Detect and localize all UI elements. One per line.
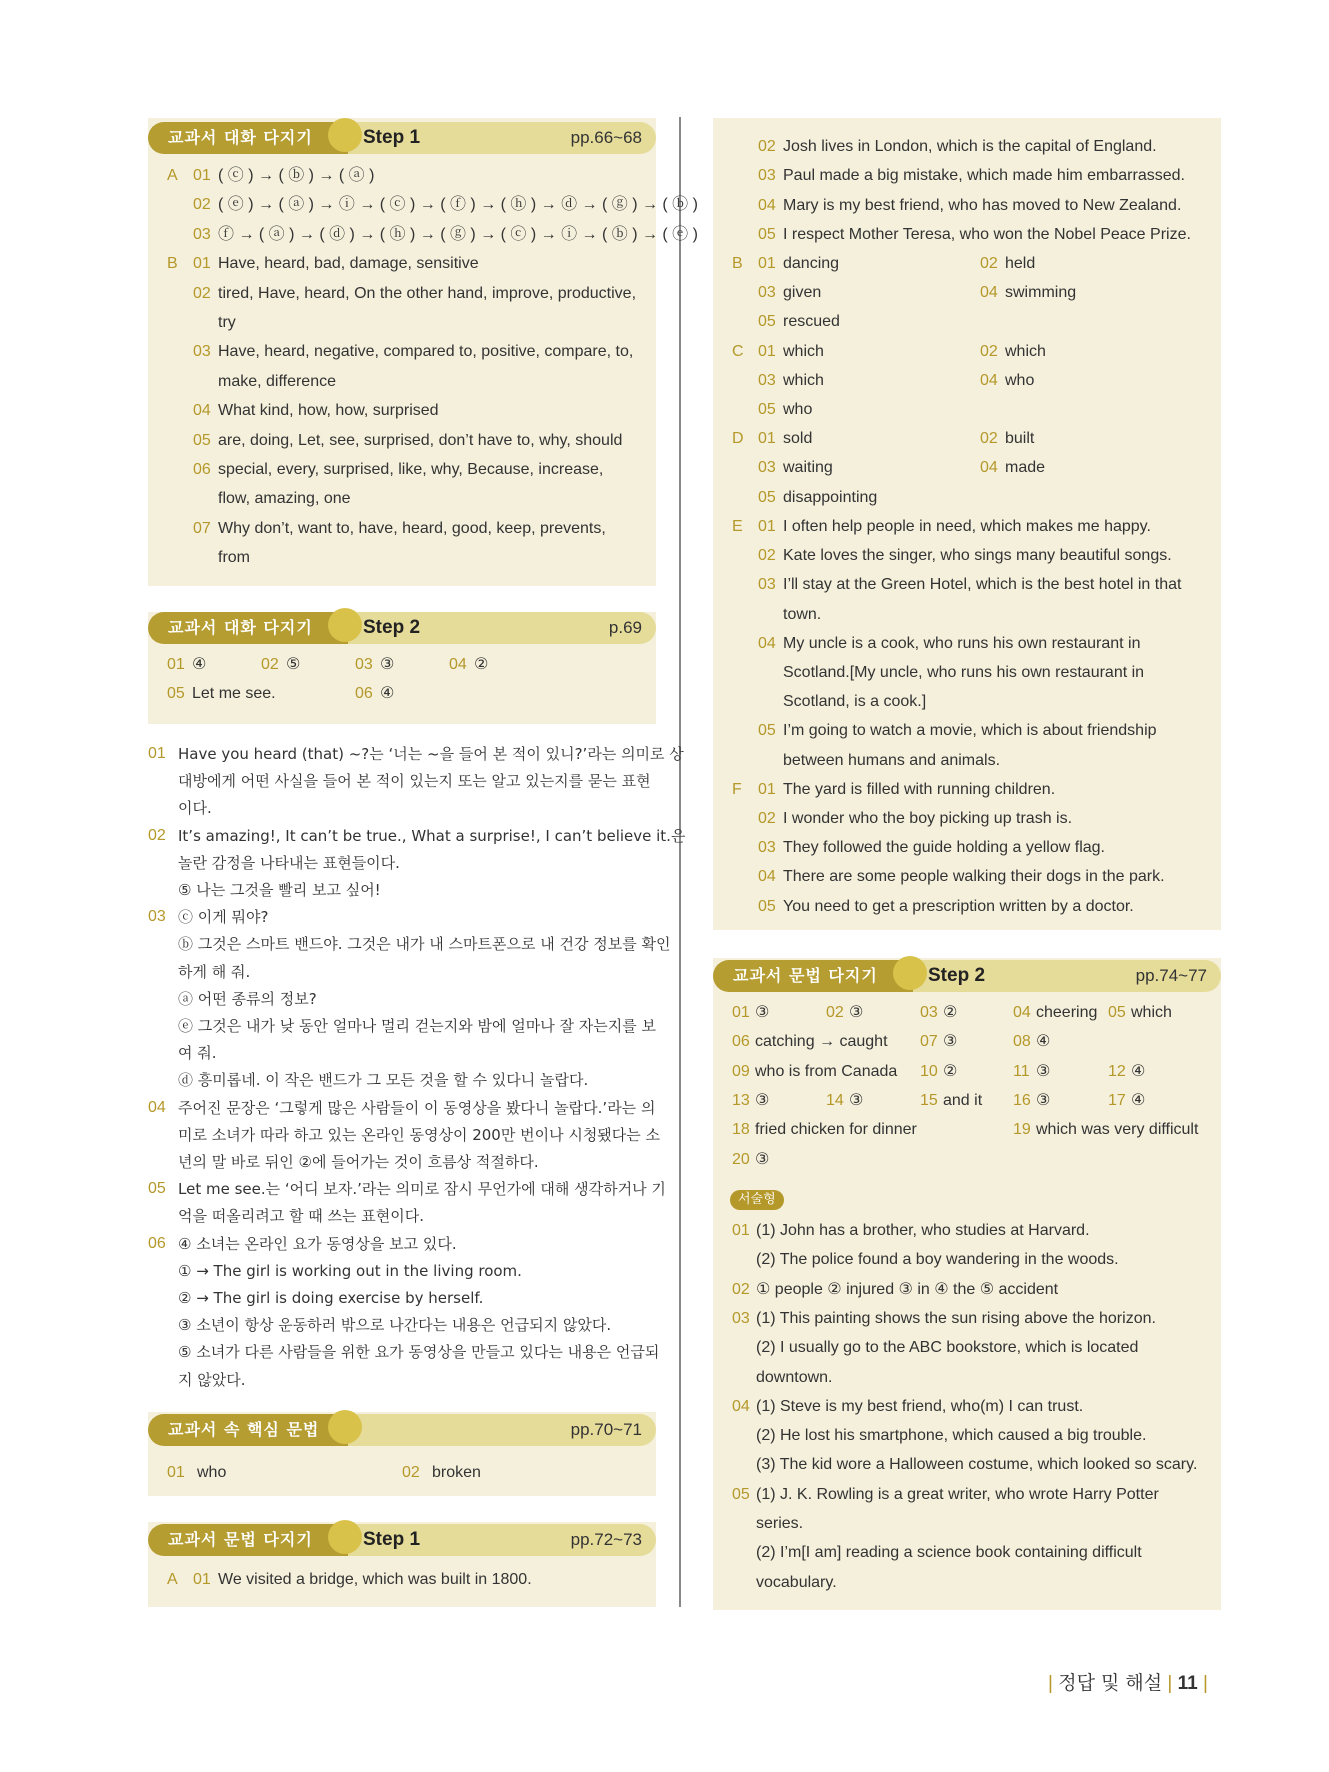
item-text: make, difference [218, 372, 336, 390]
item-number: 01 [758, 518, 776, 535]
item-text: ③ [755, 1004, 770, 1021]
divider [679, 117, 681, 1607]
header-knob [328, 1520, 362, 1554]
item-number: 03 [758, 167, 776, 185]
item-text: cheering [1036, 1004, 1098, 1021]
section-letter: B [167, 255, 178, 273]
header-pages: pp.66~68 [570, 128, 642, 147]
item-number: 03 [758, 839, 776, 857]
item-text: swimming [1005, 284, 1077, 302]
section-header [148, 1524, 656, 1560]
section-letter: D [732, 430, 744, 448]
item-text: ④ [1131, 1062, 1146, 1080]
item-text: Josh lives in London, which is the capital of England. [783, 138, 1157, 155]
item-number: 03 [920, 1004, 938, 1021]
item-text: waiting [783, 459, 833, 477]
item-text: vocabulary. [756, 1573, 837, 1591]
item-text: which [1005, 342, 1046, 360]
header-step: Step 2 [363, 617, 421, 638]
item-number: 18 [732, 1121, 750, 1139]
item-text: Let me see. [192, 685, 276, 702]
item-text: ④ [380, 685, 395, 702]
item-text: Mary is my best friend, who has moved to New Zealand. [783, 196, 1182, 214]
item-text: It’s amazing!, It can’t be true., What a surprise!, I can’t believe it.은 [178, 826, 686, 845]
item-text: There are some people walking their dogs in the park. [783, 868, 1165, 886]
item-number: 04 [980, 459, 998, 477]
header-step: Step 1 [363, 127, 421, 148]
item-number: 02 [826, 1004, 844, 1021]
item-text: special, every, surprised, like, why, Because, increase, [218, 461, 604, 478]
item-number: 04 [732, 1397, 750, 1415]
item-number: 02 [980, 430, 998, 448]
item-text: held [1005, 255, 1036, 272]
item-text: ④ 소녀는 온라인 요가 동영상을 보고 있다. [178, 1234, 457, 1253]
item-text: between humans and animals. [783, 751, 1001, 769]
item-number: 16 [1013, 1091, 1031, 1109]
item-text: ③ [1036, 1062, 1051, 1080]
item-number: 03 [355, 656, 373, 673]
item-text: ③ [380, 656, 395, 673]
item-text: 여 줘. [178, 1044, 217, 1063]
item-number: 02 [402, 1464, 420, 1481]
item-number: 03 [148, 908, 166, 926]
header-knob [328, 608, 362, 642]
item-number: 09 [732, 1062, 750, 1080]
item-text: broken [432, 1464, 481, 1481]
header-knob [328, 118, 362, 152]
page-number: 11 [1177, 1673, 1198, 1694]
item-text: ⑤ [286, 656, 301, 673]
item-text: 년의 말 바로 뒤인 ②에 들어가는 것이 흐름상 적절하다. [178, 1153, 539, 1171]
item-text: Let me see.는 ‘어디 보자.’라는 의미로 잠시 무언가에 대해 생각하거나 기 [178, 1180, 666, 1199]
item-number: 01 [732, 1222, 750, 1239]
item-text: I’m going to watch a movie, which is about friendship [783, 722, 1157, 740]
item-text: I’ll stay at the Green Hotel, which is the best hotel in that [783, 576, 1182, 594]
item-number: 08 [1013, 1033, 1031, 1051]
item-number: 03 [758, 284, 776, 302]
item-text: ④ [1131, 1091, 1146, 1109]
item-text: ① people ② injured ③ in ④ the ⑤ accident [756, 1280, 1059, 1298]
item-number: 17 [1108, 1091, 1126, 1109]
header-tag: 교과서 대화 다지기 [148, 612, 348, 644]
item-number: 04 [193, 402, 211, 420]
item-number: 15 [920, 1091, 938, 1109]
item-number: 05 [758, 401, 776, 418]
item-number: 02 [758, 138, 776, 155]
item-text: (1) Steve is my best friend, who(m) I can trust. [756, 1397, 1084, 1415]
item-text: sold [783, 430, 813, 448]
item-text: We visited a bridge, which was built in 1800. [218, 1571, 532, 1588]
item-text: Scotland, is a cook.] [783, 693, 927, 711]
item-text: ⓓ 흥미롭네. 이 작은 밴드가 그 모든 것을 할 수 있다니 놀랍다. [178, 1071, 589, 1090]
item-text: who [783, 401, 813, 418]
section-letter: B [732, 255, 743, 272]
item-text: ⓑ 그것은 스마트 밴드야. 그것은 내가 내 스마트폰으로 내 건강 정보를 확인 [178, 935, 671, 954]
item-text: The yard is filled with running children. [783, 780, 1056, 798]
item-text: I often help people in need, which makes me happy. [783, 518, 1151, 535]
item-text: ③ [755, 1150, 770, 1168]
item-text: ③ [849, 1091, 864, 1109]
item-text: who [197, 1464, 227, 1481]
item-text: (2) I usually go to the ABC bookstore, which is located [756, 1339, 1139, 1357]
item-text: ⓕ → ( ⓐ ) → ( ⓓ ) → ( ⓗ ) → ( ⓖ ) → ( ⓒ ) → ⓘ → ( ⓑ ) → ( ⓔ ) [218, 225, 698, 243]
item-text: 미로 소녀가 따라 하고 있는 온라인 동영상이 200만 번이나 시청됐다는 소 [178, 1125, 661, 1144]
item-text: 지 않았다. [178, 1370, 246, 1389]
item-number: 04 [449, 656, 467, 673]
item-number: 02 [732, 1280, 750, 1298]
item-text: They followed the guide holding a yellow flag. [783, 839, 1105, 857]
item-number: 04 [980, 371, 998, 389]
item-text: Why don’t, want to, have, heard, good, keep, prevents, [218, 519, 606, 537]
item-text: which was very difficult [1036, 1121, 1199, 1139]
item-text: ( ⓔ ) → ( ⓐ ) → ⓘ → ( ⓒ ) → ( ⓕ ) → ( ⓗ ) → ⓓ → ( ⓖ ) → ( ⓑ ) [218, 196, 698, 214]
item-number: 03 [758, 576, 776, 594]
item-number: 05 [167, 685, 185, 702]
item-number: 05 [193, 431, 211, 449]
item-number: 03 [193, 225, 211, 243]
item-number: 04 [980, 284, 998, 302]
item-text: Paul made a big mistake, which made him embarrassed. [783, 167, 1185, 185]
item-text: which [1131, 1004, 1172, 1021]
section-letter: C [732, 342, 744, 360]
item-text: downtown. [756, 1368, 833, 1386]
item-number: 04 [758, 634, 776, 652]
item-number: 01 [758, 430, 776, 448]
item-number: 04 [1013, 1004, 1031, 1021]
item-text: 억을 떠올리려고 할 때 쓰는 표현이다. [178, 1207, 424, 1226]
item-text: What kind, how, how, surprised [218, 402, 439, 420]
item-number: 02 [193, 284, 211, 302]
item-text: 대방에게 어떤 사실을 들어 본 적이 있는지 또는 알고 있는지를 묻는 표현 [178, 772, 651, 791]
item-text: are, doing, Let, see, surprised, don’t have to, why, should [218, 431, 623, 449]
item-number: 06 [355, 685, 373, 702]
item-text: ⑤ 소녀가 다른 사람들을 위한 요가 동영상을 만들고 있다는 내용은 언급되 [178, 1343, 660, 1362]
item-text: (2) The police found a boy wandering in the woods. [756, 1251, 1119, 1269]
item-text: (2) He lost his smartphone, which caused a big trouble. [756, 1427, 1147, 1445]
item-number: 05 [1108, 1004, 1126, 1021]
item-text: ② [943, 1004, 958, 1021]
item-number: 02 [148, 826, 166, 844]
item-text: (1) This painting shows the sun rising above the horizon. [756, 1309, 1156, 1327]
item-number: 06 [732, 1033, 750, 1051]
header-tag: 교과서 대화 다지기 [148, 122, 348, 154]
header-step: Step 2 [928, 965, 986, 986]
item-text: ③ [1036, 1091, 1051, 1109]
item-number: 01 [167, 1464, 185, 1481]
item-text: and it [943, 1091, 983, 1109]
item-text: town. [783, 605, 822, 623]
item-text: Scotland.[My uncle, who runs his own restaurant in [783, 664, 1145, 681]
header-pages: pp.74~77 [1135, 966, 1207, 985]
item-number: 13 [732, 1091, 750, 1109]
header-tag: 교과서 문법 다지기 [148, 1524, 348, 1556]
item-text: (3) The kid wore a Halloween costume, which looked so scary. [756, 1456, 1198, 1474]
item-number: 07 [193, 519, 211, 537]
essay-badge: 서술형 [730, 1190, 784, 1210]
section-letter: F [732, 780, 742, 798]
item-text: who is from Canada [755, 1062, 898, 1080]
item-number: 01 [148, 745, 166, 762]
item-number: 02 [193, 196, 211, 214]
item-text: ⓐ 어떤 종류의 정보? [178, 989, 317, 1008]
item-number: 01 [193, 255, 211, 273]
item-text: ③ 소년이 항상 운동하러 밖으로 나간다는 내용은 언급되지 않았다. [178, 1316, 612, 1335]
item-text: tired, Have, heard, On the other hand, improve, productive, [218, 284, 637, 302]
item-text: built [1005, 430, 1035, 448]
item-text: 하게 해 줘. [178, 962, 251, 981]
header-knob [893, 956, 927, 990]
item-number: 03 [193, 343, 211, 361]
item-number: 05 [758, 313, 776, 331]
item-number: 03 [732, 1309, 750, 1327]
item-text: My uncle is a cook, who runs his own restaurant in [783, 634, 1141, 652]
footer-title: 정답 및 해설 [1058, 1672, 1163, 1694]
item-text: I wonder who the boy picking up trash is. [783, 810, 1073, 827]
item-text: from [218, 549, 250, 567]
item-text: (2) I’m[I am] reading a science book containing difficult [756, 1544, 1142, 1562]
item-text: (1) John has a brother, who studies at Harvard. [756, 1222, 1090, 1239]
item-number: 02 [980, 255, 998, 272]
item-text: ⓔ 그것은 내가 낮 동안 얼마나 멀리 걷는지와 밤에 얼마나 잘 자는지를 보 [178, 1017, 656, 1035]
item-text: Have, heard, bad, damage, sensitive [218, 255, 479, 273]
item-text: made [1005, 459, 1046, 477]
item-text: which [783, 371, 824, 389]
header-pages: pp.72~73 [570, 1530, 642, 1549]
item-number: 04 [148, 1098, 166, 1116]
item-number: 11 [1013, 1062, 1030, 1080]
item-text: (1) J. K. Rowling is a great writer, who wrote Harry Potter [756, 1485, 1159, 1503]
section-letter: E [732, 518, 743, 535]
header-knob [328, 1410, 362, 1444]
section-letter: A [167, 167, 178, 184]
item-number: 01 [167, 656, 185, 673]
header-tag: 교과서 속 핵심 문법 [148, 1414, 348, 1446]
item-text: rescued [783, 313, 840, 331]
footer: | 정답 및 해설 | 11 | [1048, 1672, 1208, 1694]
item-text: 이다. [178, 799, 212, 818]
section-header [148, 122, 656, 158]
item-text: I respect Mother Teresa, who won the Nobel Peace Prize. [783, 225, 1191, 243]
item-number: 12 [1108, 1062, 1126, 1080]
item-text: given [783, 284, 822, 302]
item-number: 06 [148, 1234, 166, 1252]
item-text: Have, heard, negative, compared to, positive, compare, to, [218, 343, 634, 361]
item-number: 02 [980, 342, 998, 360]
item-number: 19 [1013, 1121, 1031, 1139]
item-number: 05 [758, 722, 776, 740]
item-text: ③ [849, 1004, 864, 1021]
header-tag: 교과서 문법 다지기 [713, 960, 913, 992]
item-number: 02 [758, 547, 776, 565]
item-text: ③ [943, 1033, 958, 1051]
item-text: who [1005, 371, 1035, 389]
item-text: try [218, 314, 236, 331]
item-number: 05 [758, 225, 776, 243]
header-step: Step 1 [363, 1529, 421, 1550]
item-number: 03 [758, 371, 776, 389]
item-text: ⓒ 이게 뭐야? [178, 908, 269, 927]
item-number: 02 [758, 810, 776, 827]
item-text: ( ⓒ ) → ( ⓑ ) → ( ⓐ ) [218, 167, 375, 184]
item-text: 주어진 문장은 ‘그렇게 많은 사람들이 이 동영상을 봤다니 놀랍다.’라는 의 [178, 1098, 656, 1117]
item-number: 01 [758, 342, 776, 360]
item-text: flow, amazing, one [218, 490, 351, 508]
item-text: ② → The girl is doing exercise by herself. [178, 1289, 484, 1307]
item-text: ④ [192, 656, 207, 673]
item-text: which [783, 342, 824, 360]
section-letter: A [167, 1571, 178, 1588]
item-text: ③ [755, 1091, 770, 1109]
section-header [148, 612, 656, 648]
item-number: 01 [193, 167, 211, 184]
section-header [713, 960, 1221, 996]
item-number: 07 [920, 1033, 938, 1051]
item-text: ② [474, 656, 489, 673]
item-number: 05 [732, 1485, 750, 1503]
item-number: 01 [758, 255, 776, 272]
item-text: dancing [783, 255, 840, 272]
item-number: 10 [920, 1062, 938, 1080]
section-header [148, 1414, 656, 1450]
item-number: 01 [193, 1571, 211, 1588]
item-number: 06 [193, 461, 211, 478]
item-text: series. [756, 1515, 804, 1532]
header-pages: pp.70~71 [570, 1420, 642, 1439]
item-number: 14 [826, 1091, 844, 1109]
header-pages: p.69 [608, 618, 642, 637]
item-number: 01 [758, 780, 776, 798]
item-number: 05 [758, 897, 776, 915]
item-text: fried chicken for dinner [755, 1121, 917, 1139]
item-text: 놀란 감정을 나타내는 표현들이다. [178, 853, 400, 872]
item-number: 02 [261, 656, 279, 673]
item-number: 04 [758, 196, 776, 214]
item-number: 05 [148, 1180, 166, 1198]
item-text: Kate loves the singer, who sings many beautiful songs. [783, 547, 1172, 565]
item-text: catching → caught [755, 1033, 888, 1051]
item-number: 04 [758, 868, 776, 886]
item-number: 20 [732, 1150, 750, 1168]
item-number: 03 [758, 459, 776, 477]
item-text: disappointing [783, 488, 878, 506]
item-text: ① → The girl is working out in the living room. [178, 1261, 522, 1280]
item-text: ④ [1036, 1033, 1051, 1051]
item-text: ② [943, 1062, 958, 1080]
item-text: Have you heard (that) ~?는 ‘너는 ~을 들어 본 적이 있니?’라는 의미로 상 [178, 745, 684, 763]
item-text: You need to get a prescription written by a doctor. [783, 897, 1134, 915]
item-text: ⑤ 나는 그것을 빨리 보고 싶어! [178, 881, 381, 899]
item-number: 01 [732, 1004, 750, 1021]
item-number: 05 [758, 488, 776, 506]
